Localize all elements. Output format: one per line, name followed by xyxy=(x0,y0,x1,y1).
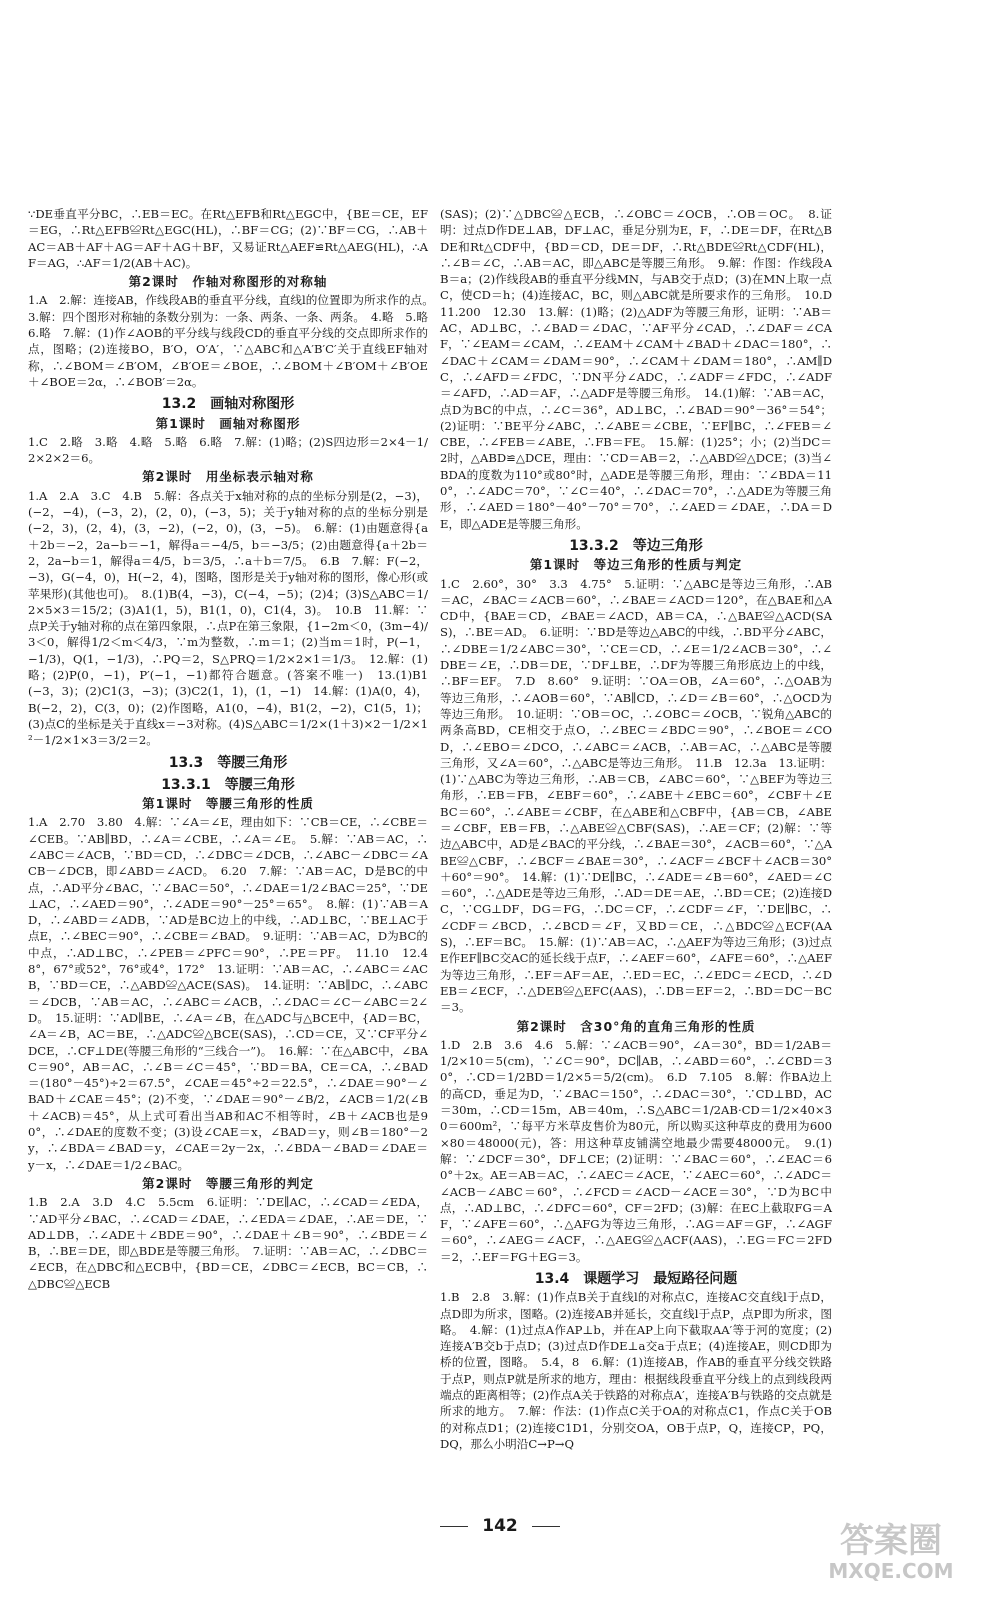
answer-paragraph: ∵DE垂直平分BC，∴EB＝EC。在Rt△EFB和Rt△EGC中，{BE＝CE，EF＝EG，∴Rt△EFB≌Rt△EGC(HL)，∴BF＝CG；(2)∵BF＝CG，∴AB＋AC＝AB＋AF＋AG＝AF＋AG＋BF，又易证Rt△AEF≌Rt△AEG(HL)，∴AF＝AG，∴AF＝1/2(AB＋AC)。 xyxy=(28,207,428,270)
answer-paragraph: 1.D 2.B 3.6 4.6 5.解：∵∠ACB＝90°，∠A＝30°，BD＝1/2AB＝1/2×10＝5(cm)，∵∠C＝90°，DC∥AB，∴∠ABD＝60°，∴∠CBD＝30°，∴CD＝1/2BD＝1/2×5＝5/2(cm)。 6.D 7.105 8.解：作BA边上的高CD，垂足为D，∵∠BAC＝150°，∴∠DAC＝30°，∵CD⊥BD，AC＝30m，∴CD＝15m，AB＝40m，∴S△ABC＝1/2AB·CD＝1/2×40×30＝600m²，∵每平方米草皮售价为80元，所以购买这种草皮的费用为600×80＝48000(元)，答：用这种草皮铺满空地最少需要48000元。 9.(1)解：∵∠DCF＝30°，DF⊥CE；(2)证明：∵∠BAC＝60°，∴∠EAC＝60°＋2x。AE＝AB＝AC，∴∠AEC＝∠ACE，∵∠AEC＝60°，∴∠ADC＝∠ACB－∠ABC＝60°，∴∠FCD＝∠ACD－∠ACE＝30°，∵D为BC中点，∴AD⊥BC，∴∠DFC＝60°，CF＝2FD；(3)解：在EC上截取FG＝AF，∵∠AFE＝60°，∴△AFG为等边三角形，∴AG＝AF＝GF，∴∠AGF＝60°，∴∠AEG＝∠ACF，∴△AEG≌△ACF(AAS)，∴EG＝FC＝2FD＝2，∴EF＝FG＋EG＝3。 xyxy=(440,1037,832,1264)
lesson-heading: 第1课时 画轴对称图形 xyxy=(155,415,301,431)
section-heading: 13.3.2 等边三角形 xyxy=(569,537,703,554)
answer-paragraph: 1.B 2.A 3.D 4.C 5.5cm 6.证明：∵DE∥AC，∴∠CAD＝∠EDA，∵AD平分∠BAC，∴∠CAD＝∠DAE，∴∠EDA＝∠DAE，∴AE＝DE，∵AD⊥DB，∴∠ADE＋∠BDE＝90°，∴∠DAE＋∠B＝90°，∴∠BDE＝∠B，∴BE＝DE，即△BDE是等腰三角形。 7.证明：∵AB＝AC，∴∠DBC＝∠ECB，在△DBC和△ECB中，{BD＝CE，∠DBC＝∠ECB，BC＝CB，∴△DBC≌△ECB xyxy=(28,1195,428,1291)
section-heading: 13.3 等腰三角形 xyxy=(168,754,288,771)
page-number-rule-right xyxy=(532,1526,560,1527)
lesson-heading: 第1课时 等边三角形的性质与判定 xyxy=(529,557,743,573)
section-heading: 13.4 课题学习 最短路径问题 xyxy=(534,1271,738,1287)
page-number-rule-left xyxy=(440,1526,468,1527)
left-column xyxy=(28,206,440,1292)
answer-paragraph: 1.C 2.略 3.略 4.略 5.略 6.略 7.解：(1)略；(2)S四边形＝2×4－1/2×2×2＝6。 xyxy=(28,434,428,466)
right-column xyxy=(440,206,844,1452)
answer-paragraph: 1.A 2.A 3.C 4.B 5.解：各点关于x轴对称的点的坐标分别是(2，−3)，(−2，−4)，(−3，2)，(2，0)，(−3，5)；关于y轴对称的点的坐标分别是(−2，3)，(2，4)，(3，−2)，(−2，0)，(3，−5)。 6.解：(1)由题意得{a＋2b＝−2，2a−b＝−1，解得a＝−4/5，b＝−3/5；(2)由题意得{a＋2b＝2，2a−b＝1，解得a＝4/5，b＝3/5，∴a＋b＝7/5。 6.B 7.解：F(−2，−3)，G(−4，0)，H(−2，4)，图略，图形是关于y轴对称的图形，像心形(或苹果形)(其他也可)。 8.(1)B(4，−3)，C(−4，−5)；(2)4；(3)S△ABC＝1/2×5×3＝15/2；(3)A1(1，5)，B1(1，0)，C1(4，3)。 10.B 11.解：∵点P关于y轴对称的点在第四象限，∴点P在第三象限，{1−2m＜0，(3m−4)/3＜0，解得1/2＜m＜4/3，∵m为整数，∴m＝1；(2)当m＝1时，P(−1，−1/3)，Q(1，−1/3)，∴PQ＝2，S△PRQ＝1/2×2×1＝1/3。 12.解：(1)略；(2)P(0，−1)，P′(−1，−1)都符合题意。(答案不唯一) 13.(1)B1(−3，3)；(2)C1(3，−3)；(3)C2(1，1)，(1，−1) 14.解：(1)A(0，4)，B(−2，2)，C(3，0)；(2)作图略，A1(0，−4)，B1(2，−2)，C1(5，1)；(3)点C的坐标是关于直线x＝−3对称。(4)S△ABC＝1/2×(1＋3)×2－1/2×1²－1/2×1×3＝3/2＝2。 xyxy=(28,488,428,748)
watermark-url: MXQE.COM xyxy=(828,1559,954,1583)
page-number-text: 142 xyxy=(482,1516,518,1536)
watermark-logo xyxy=(806,1514,976,1586)
answer-paragraph: 1.B 2.8 3.解：(1)作点B关于直线l的对称点C，连接AC交直线l于点D，点D即为所求，图略。(2)连接AB并延长，交直线l于点P，点P即为所求，图略。 4.解：(1)过点A作AP⊥b，并在AP上向下截取AA′等于河的宽度；(2)连接A′B交b于点D；(3)过点D作DE⊥a交a于点E；(4)连接AE，则CD即为桥的位置，图略。 5.4，8 6.解：(1)连接AB，作AB的垂直平分线交铁路于点P，则点P就是所求的地方，理由：根据线段垂直平分线上的点到线段两端点的距离相等；(2)作点A关于铁路的对称点A′，连接A′B与铁路的交点就是所求的地方。 7.解：作法：(1)作点C关于OA的对称点C1，作点C关于OB的对称点D1；(2)连接C1D1，分别交OA，OB于点P，Q，连接CP，PQ，DQ，那么小明沿C→P→Q xyxy=(440,1290,832,1451)
answer-paragraph: 1.C 2.60°，30° 3.3 4.75° 5.证明：∵△ABC是等边三角形，∴AB＝AC，∠BAC＝∠ACB＝60°，∴∠BAE＝∠ACD＝120°，在△BAE和△ACD中，{BAE＝CD，∠BAE＝∠ACD，AB＝CA，∴△BAE≌△ACD(SAS)，∴BE＝AD。 6.证明：∵BD是等边△ABC的中线，∴BD平分∠ABC，∴∠DBE＝1/2∠ABC＝30°，∵CE＝CD，∴∠E＝1/2∠ACB＝30°，∴∠DBE＝∠E，∴DB＝DE，∵DF⊥BE，∴DF为等腰三角形底边上的中线，∴BF＝EF。 7.D 8.60° 9.证明：∵OA＝OB，∠A＝60°，∴△OAB为等边三角形，∴∠AOB＝60°，∵AB∥CD，∴∠D＝∠B＝60°，∴△OCD为等边三角形。 10.证明：∵OB＝OC，∴∠OBC＝∠OCB，∵锐角△ABC的两条高BD，CE相交于点O，∴∠BEC＝∠BDC＝90°，∴∠BOE＝∠COD，∴∠EBO＝∠DCO，∴∠ABC＝∠ACB，∴AB＝AC，∴△ABC是等腰三角形，又∠A＝60°，∴△ABC是等边三角形。 11.B 12.3a 13.证明：(1)∵△ABC为等边三角形，∴AB＝CB，∠ABC＝60°，∵△BEF为等边三角形，∴EB＝FB，∠EBF＝60°，∴∠ABE＋∠EBC＝60°，∠CBF＋∠EBC＝60°，∴∠ABE＝∠CBF，在△ABE和△CBF中，{AB＝CB，∠ABE＝∠CBF，EB＝FB，∴△ABE≌△CBF(SAS)，∴AE＝CF；(2)解：∵等边△ABC中，AD是∠BAC的平分线，∴∠BAE＝30°，∠ACB＝60°，∵△ABE≌△CBF，∴∠BCF＝∠BAE＝30°，∴∠ACF＝∠BCF＋∠ACB＝30°＋60°＝90°。 14.解：(1)∵DE∥BC，∴∠ADE＝∠B＝60°，∠AED＝∠C＝60°，∴△ADE是等边三角形，∴AD＝DE＝AE，∴BD＝CE；(2)连接DC，∵CG⊥DF，DG＝FG，∴DC＝CF，∴∠CDF＝∠F，∵DE∥BC，∴∠CDF＝∠BCD，∴∠BCD＝∠F，又BD＝CE，∴△BDC≌△ECF(AAS)，∴EF＝BC。 15.解：(1)∵AB＝AC，∴△AEF为等边三角形；(3)过点E作EF∥BC交AC的延长线于点F，∴∠AEF＝60°，∠AFE＝60°，∴△AEF为等边三角形，∴EF＝AF＝AE，∴ED＝EC，∴∠EDC＝∠ECD，∴∠DEB＝∠ECF，∴△DEB≌△EFC(AAS)，∴DB＝EF＝2，∴BD＝DC－BC＝3。 xyxy=(440,576,832,1015)
section-heading: 13.3.1 等腰三角形 xyxy=(161,776,295,793)
section-heading: 13.2 画轴对称图形 xyxy=(161,396,295,413)
lesson-heading: 第2课时 用坐标表示轴对称 xyxy=(142,469,314,485)
answer-paragraph: 1.A 2.解：连接AB，作线段AB的垂直平分线，直线l的位置即为所求作的点。 3.解：四个图形对称轴的条数分别为：一条、两条、一条、两条。 4.略 5.略 6.略 7.解：(1)作∠AOB的平分线与线段CD的垂直平分线的交点即所求作的点，图略；(2)连接BO，B′O，O′A′，∵△ABC和△A′B′C′关于直线EF轴对称，∴∠BOM＝∠B′OM，∠B′OE＝∠BOE，∴∠BOM＋∠B′OM＋∠B′OE＋∠BOE＝2α，∴∠BOB′＝2α。 xyxy=(28,293,440,389)
answer-paragraph: (SAS)；(2)∵△DBC≌△ECB，∴∠OBC＝∠OCB，∴OB＝OC。 8.证明：过点D作DE⊥AB，DF⊥AC，垂足分别为E，F，∴DE＝DF，在Rt△BDE和Rt△CDF中，{BD＝CD，DE＝DF，∴Rt△BDE≌Rt△CDF(HL)，∴∠B＝∠C，∴AB＝AC，即△ABC是等腰三角形。 9.解：作图：作线段AB＝a；(2)作线段AB的垂直平分线MN，与AB交于点D；(3)在MN上取一点C，使CD＝h；(4)连接AC，BC，则△ABC就是所要求作的三角形。 10.D 11.200 12.30 13.解：(1)略；(2)△ADF为等腰三角形，证明：∵AB＝AC，AD⊥BC，∴∠BAD＝∠DAC，∵AF平分∠CAD，∴∠DAF＝∠CAF，∵∠EAM＝∠CAM，∴∠EAM＋∠CAM＋∠BAD＋∠DAC＝180°，∴∠DAC＋∠CAM＝∠DAM＝90°，∴∠CAM＋∠DAM＝180°，∴AM∥DC，∴∠AFD＝∠FDC，∵DN平分∠ADC，∴∠ADF＝∠FDC，∴∠ADF＝∠AFD，∴AD＝AF，∴△ADF是等腰三角形。 14.(1)解：∵AB＝AC，点D为BC的中点，∴∠C＝36°，AD⊥BC，∴∠BAD＝90°－36°＝54°；(2)证明：∵BE平分∠ABC，∴∠ABE＝∠CBE，∵EF∥BC，∴∠FEB＝∠CBE，∴∠FEB＝∠ABE，∴FB＝FE。 15.解：(1)25°；小；(2)当DC＝2时，△ABD≌△DCE，理由：∵CD＝AB＝2，∴△ABD≌△DCE；(3)当∠BDA的度数为110°或80°时，△ADE是等腰三角形，理由：∵∠BDA＝110°，∴∠ADC＝70°，∵∠C＝40°，∴∠DAC＝70°，∴△ADE为等腰三角形，∴∠AED＝180°－40°－70°＝70°，∴∠AED＝∠DAE，∴DA＝DE，即△ADE是等腰三角形。 xyxy=(440,207,844,531)
lesson-heading: 第1课时 等腰三角形的性质 xyxy=(142,796,314,812)
watermark-title: 答案圈 xyxy=(840,1521,942,1561)
lesson-heading: 第2课时 作轴对称图形的对称轴 xyxy=(128,274,328,290)
answer-paragraph: 1.A 2.70 3.80 4.解：∵∠A＝∠E，理由如下：∵CB＝CE，∴∠CBE＝∠CEB。∵AB∥BD，∴∠A＝∠CBE，∴∠A＝∠E。 5.解：∵AB＝AC，∴∠ABC＝∠ACB，∵BD＝CD，∴∠DBC＝∠DCB，∴∠ABC－∠DBC＝∠ACB－∠DCB，即∠ABD＝∠ACD。 6.20 7.解：∵AB＝AC，D是BC的中点，∴AD平分∠BAC，∵∠BAC＝50°，∴∠DAE＝1/2∠BAC＝25°，∵DE⊥AC，∴∠AED＝90°，∴∠ADE＝90°－25°＝65°。 8.解：(1)∵AB＝AD，∴∠ABD＝∠ADB，∵AD是BC边上的中线，∴AD⊥BC，∵BE⊥AC于点E，∴∠BEC＝90°，∴∠CBE＝∠BAD。 9.证明：∵AB＝AC，D为BC的中点，∴AD⊥BC，∴∠PEB＝∠PFC＝90°，∴PE＝PF。 11.10 12.48°，67°或52°，76°或4°，172° 13.证明：∵AB＝AC，∴∠ABC＝∠ACB，∵BD＝CE，∴△ABD≌△ACE(SAS)。 14.证明：∵AB∥DC，∴∠ABC＝∠DCB，∵AB＝AC，∴∠ABC＝∠ACB，∴∠DAC＝∠C－∠ABC＝2∠D。 15.证明：∵AD∥BE，∴∠A＝∠B，在△ADC与△BCE中，{AD＝BC，∠A＝∠B，AC＝BE，∴△ADC≌△BCE(SAS)，∴CD＝CE，又∵CF平分∠DCE，∴CF⊥DE(等腰三角形的“三线合一”)。 16.解：∵在△ABC中，∠BAC＝90°，AB＝AC，∴∠B＝∠C＝45°，∵BD＝BA，CE＝CA，∴∠BAD＝(180°－45°)÷2＝67.5°，∠CAE＝45°÷2＝22.5°，∴∠DAE＝90°－∠BAD＋∠CAE＝45°；(2)不变，∵∠DAE＝90°－∠B/2，∠ACB＝1/2(∠B＋∠ACB)＝45°，从上式可看出当AB和AC不相等时，∠B＋∠ACB也是90°，∴∠DAE的度数不变；(3)设∠CAE＝x，∠BAD＝y，则∠B＝180°－2y，∴∠BDA＝∠BAD＝y，∠CAE＝2y－2x，∴∠BDA－∠BAD＝∠DAE＝y－x，∴∠DAE＝1/2∠BAC。 xyxy=(28,815,428,1172)
lesson-heading: 第2课时 含30°角的直角三角形的性质 xyxy=(516,1018,756,1034)
lesson-heading: 第2课时 等腰三角形的判定 xyxy=(142,1175,314,1191)
